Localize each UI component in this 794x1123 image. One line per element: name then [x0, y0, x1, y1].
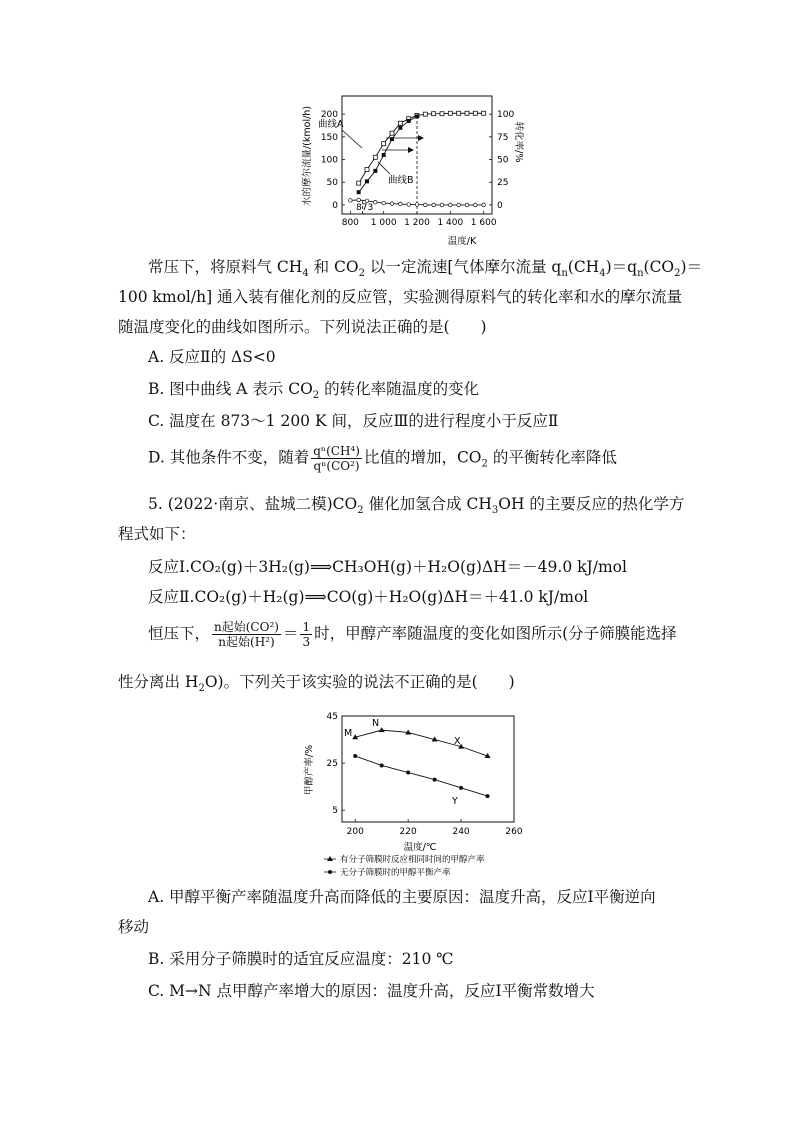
- q5-stem-line-3: [118, 670, 684, 701]
- chart2-xtick-label: 220: [399, 827, 417, 837]
- chart1-point-water: [357, 198, 361, 202]
- chart1-point-curve-b: [373, 169, 377, 173]
- q5-option-a-line-1: A. 甲醇平衡产率随温度升高而降低的主要原因：温度升高，反应Ⅰ平衡逆向: [148, 888, 656, 906]
- chart2-plot-frame: [342, 716, 514, 822]
- q4-text: (CO: [643, 258, 675, 276]
- chart1-point-curve-a: [357, 181, 361, 185]
- chart2-point-equilibrium: [459, 786, 463, 790]
- chart1-point-curve-a: [398, 121, 402, 125]
- chart1-point-water: [482, 203, 486, 207]
- chart1-point-water: [407, 203, 411, 207]
- chart2-xtick-label: 260: [505, 827, 523, 837]
- q4-text: (CH: [567, 258, 600, 276]
- chart2-point-equilibrium: [380, 763, 384, 767]
- q5-stem-line-1: [148, 492, 714, 523]
- q5-text: OH 的主要反应的热化学方: [498, 495, 685, 513]
- chart1-point-curve-a: [473, 111, 477, 115]
- series-label-y: Y: [452, 796, 458, 807]
- chart2-ytick-label: 45: [326, 712, 338, 722]
- fraction-denominator: 3: [302, 635, 311, 649]
- q4-sub: 2: [674, 268, 681, 280]
- chart1-point-water: [374, 200, 378, 204]
- point-label-m: M: [344, 728, 353, 739]
- chart1-point-curve-a: [465, 111, 469, 115]
- chart2-ytick-label: 25: [326, 759, 338, 770]
- chart1-ytick-left-label: 150: [320, 132, 338, 143]
- q4-opt-d-text: D. 其他条件不变，随着: [148, 448, 310, 467]
- q5-cond-ratio: [300, 620, 312, 649]
- q4-opt-d-text: 比值的增加，CO: [363, 448, 482, 467]
- chart1-point-curve-b: [382, 153, 386, 157]
- q4-opt-b-sub: 2: [312, 390, 320, 402]
- q4-option-b: [148, 377, 714, 408]
- q4-text: 常压下，将原料气 CH: [148, 258, 303, 276]
- chart1-point-curve-a: [390, 131, 394, 135]
- chart1-point-water: [382, 201, 386, 205]
- chart1-series-line: [359, 113, 484, 183]
- q5-sub: 2: [198, 683, 205, 695]
- q5-cond-fraction: [212, 620, 281, 649]
- chart2-point-with-membrane: [379, 727, 385, 732]
- chart1-point-water: [457, 203, 461, 207]
- chart1-point-curve-b: [415, 114, 419, 118]
- fraction-denominator: qⁿ(CO²): [313, 459, 360, 473]
- q5-reaction-1: 反应Ⅰ.CO₂(g)＋3H₂(g)⟹CH₃OH(g)＋H₂O(g)ΔH＝－49.0 kJ/mol: [148, 558, 627, 576]
- chart1-point-water: [415, 203, 419, 207]
- chart1-xtick-label: 1 400: [437, 218, 464, 228]
- legend2-marker: [328, 870, 332, 874]
- chart1-ytick-right-label: 100: [497, 110, 515, 121]
- q5-cond-text: 恒压下，: [148, 624, 211, 643]
- q4-option-d: [148, 444, 714, 477]
- chart1-ytick-right-label: 75: [497, 132, 509, 143]
- chart2-series-line: [355, 756, 487, 796]
- chart1-ytick-left-label: 100: [320, 155, 338, 166]
- chart2-xtick-label: 240: [452, 827, 470, 837]
- q4-text: )＝q: [605, 258, 638, 276]
- chart1-ytick-left-label: 0: [332, 200, 338, 211]
- chart1-point-water: [432, 203, 436, 207]
- chart1-ytick-right-label: 0: [497, 200, 503, 211]
- q5-cond-text: 时，甲醇产率随温度的变化如图所示(分子筛膜能选择: [314, 624, 677, 643]
- chart2-series-line: [355, 730, 487, 756]
- chart-conversion-water-flow: [290, 92, 530, 252]
- q4-opt-d-fraction: [311, 444, 362, 473]
- q5-option-b: B. 采用分子筛膜时的适宜反应温度：210 ℃: [148, 950, 454, 968]
- q5-reaction-2: 反应Ⅱ.CO₂(g)＋H₂(g)⟹CO(g)＋H₂O(g)ΔH＝＋41.0 kJ/mol: [148, 588, 589, 606]
- q4-stem-line-2: 100 kmol/h] 通入装有催化剂的反应管，实验测得原料气的转化率和水的摩尔流量: [118, 288, 683, 306]
- q4-option-c: C. 温度在 873～1 200 K 间，反应Ⅲ的进行程度小于反应Ⅱ: [148, 412, 559, 430]
- chart1-point-curve-a: [373, 155, 377, 159]
- q4-opt-d-text: 的平衡转化率降低: [487, 448, 617, 467]
- chart1-point-curve-a: [423, 112, 427, 116]
- fraction-numerator: n起始(CO²): [214, 620, 279, 634]
- arrow-1-head: [418, 135, 424, 141]
- point-label-n: N: [372, 718, 380, 729]
- curve-a-label: 曲线A: [318, 119, 344, 130]
- fraction-numerator: qⁿ(CH⁴): [313, 444, 360, 458]
- q4-text: 和 CO: [308, 258, 359, 276]
- chart1-ytick-right-label: 50: [497, 155, 509, 166]
- chart1-point-water: [465, 203, 469, 207]
- q4-sub: 2: [358, 268, 365, 280]
- curve-a-leader: [342, 130, 362, 148]
- chart1-xlabel: 温度/K: [447, 236, 477, 247]
- q5-stem-line-2: 程式如下：: [118, 525, 196, 543]
- q5-sub: 2: [357, 505, 364, 517]
- legend1-text: 有分子筛膜时反应相同时间的甲醇产率: [340, 855, 485, 865]
- q4-text: )＝: [680, 258, 703, 276]
- q5-sub: 3: [491, 505, 499, 517]
- fraction-denominator: n起始(H²): [218, 635, 275, 649]
- q5-option-c: C. M→N 点甲醇产率增大的原因：温度升高，反应Ⅰ平衡常数增大: [148, 982, 595, 1000]
- chart1-point-curve-b: [398, 126, 402, 130]
- q5-text: 性分离出 H: [118, 673, 199, 691]
- q4-text: 以一定流速[气体摩尔流量 q: [364, 258, 562, 276]
- chart1-ytick-right-label: 25: [497, 178, 509, 189]
- chart1-point-curve-a: [457, 111, 461, 115]
- q5-text: 5. (2022·南京、盐城二模)CO: [148, 495, 358, 513]
- chart1-point-curve-a: [382, 142, 386, 146]
- chart2-ytick-label: 5: [332, 806, 338, 817]
- q4-sub: 4: [302, 268, 309, 280]
- chart2-point-equilibrium: [406, 771, 410, 775]
- chart1-xtick-label: 1 000: [370, 218, 397, 228]
- chart2-point-equilibrium: [433, 778, 437, 782]
- legend2-text: 无分子筛膜时的甲醇平衡产率: [340, 868, 451, 878]
- chart1-point-water: [449, 203, 453, 207]
- q5-cond-eq: ＝: [282, 624, 299, 643]
- fraction-numerator: 1: [302, 620, 311, 634]
- curve-b-label: 曲线B: [388, 175, 414, 186]
- chart1-ylabel-right: 转化率/%: [513, 121, 524, 163]
- chart2-point-equilibrium: [486, 794, 490, 798]
- arrow-2-head: [408, 147, 414, 153]
- q4-option-a: A. 反应Ⅱ的 ΔS<0: [148, 348, 276, 366]
- q4-opt-b-text: B. 图中曲线 A 表示 CO: [148, 380, 313, 398]
- chart2-ylabel: 甲醇产率/%: [304, 744, 315, 796]
- q4-opt-d-sub: 2: [481, 458, 488, 470]
- chart1-point-water: [474, 203, 478, 207]
- q5-text: 催化加氢合成 CH: [363, 495, 492, 513]
- chart1-point-water: [390, 202, 394, 206]
- chart2-point-equilibrium: [353, 754, 357, 758]
- q4-sub: n: [561, 268, 568, 280]
- q4-opt-b-text: 的转化率随温度的变化: [319, 380, 480, 398]
- chart1-point-curve-a: [365, 168, 369, 172]
- q4-sub: 4: [599, 268, 606, 280]
- chart1-ytick-left-label: 50: [326, 178, 338, 189]
- chart1-point-curve-a: [482, 111, 486, 115]
- q4-stem-line-1: [148, 255, 714, 286]
- chart2-xlabel: 温度/℃: [403, 842, 437, 853]
- chart1-point-water: [424, 203, 428, 207]
- chart1-xtick-label: 800: [341, 218, 359, 228]
- q5-option-a-line-2: 移动: [118, 918, 150, 936]
- chart1-ylabel-left: 水的摩尔流量/(kmol/h): [302, 105, 313, 207]
- q5-condition: [148, 620, 714, 649]
- curve-b-leader: [378, 162, 390, 174]
- legend1-marker: [327, 856, 333, 861]
- chart1-xtick-label: 1 600: [470, 218, 497, 228]
- chart2-legend: [324, 854, 485, 878]
- label-873: 873: [356, 203, 374, 213]
- chart1-ytick-left-label: 200: [320, 110, 338, 121]
- chart1-point-curve-a: [432, 112, 436, 116]
- q4-sub: n: [637, 268, 644, 280]
- chart1-xtick-label: 1 200: [404, 218, 430, 228]
- chart2-xtick-label: 200: [346, 827, 364, 837]
- q4-stem-line-3: 随温度变化的曲线如图所示。下列说法正确的是( ): [118, 318, 487, 336]
- chart1-point-curve-b: [365, 179, 369, 183]
- chart1-point-curve-b: [357, 190, 361, 194]
- chart1-point-water: [399, 202, 403, 206]
- chart1-point-curve-a: [440, 112, 444, 116]
- chart1-point-water: [440, 203, 444, 207]
- chart-methanol-yield: [298, 708, 538, 880]
- chart1-point-curve-b: [407, 119, 411, 123]
- chart1-point-curve-a: [448, 111, 452, 115]
- series-label-x: X: [454, 736, 461, 747]
- chart1-point-water: [349, 199, 353, 203]
- q5-text: O)。下列关于该实验的说法不正确的是( ): [204, 673, 515, 691]
